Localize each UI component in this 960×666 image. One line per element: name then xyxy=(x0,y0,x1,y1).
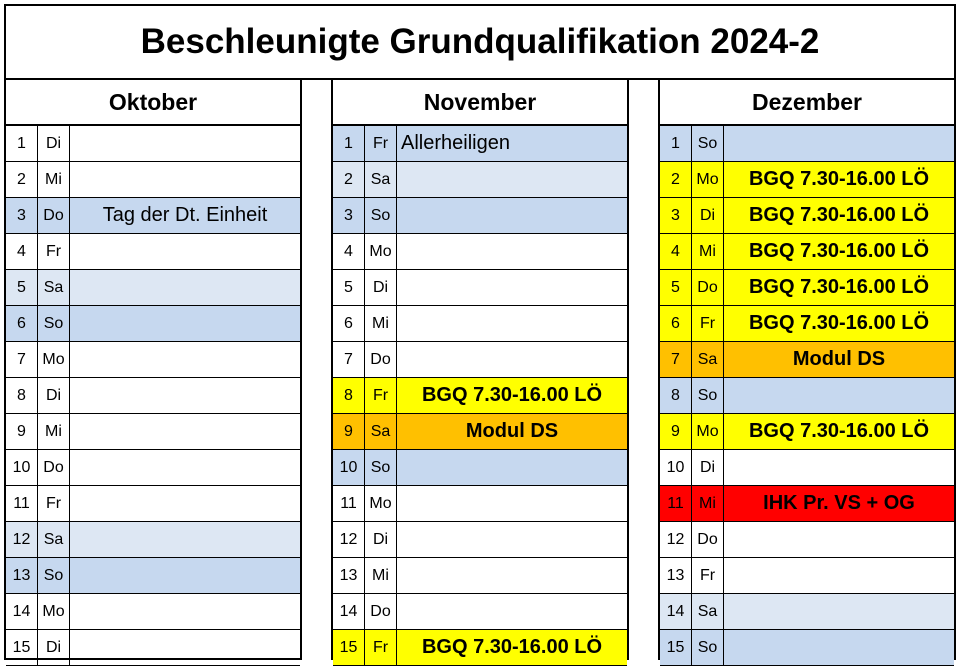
day-number: 5 xyxy=(6,270,38,305)
day-number: 14 xyxy=(660,594,692,629)
day-number: 15 xyxy=(333,630,365,665)
weekday-label: Di xyxy=(365,270,397,305)
event-cell: Tag der Dt. Einheit xyxy=(102,204,268,226)
page-title: Beschleunigte Grundqualifikation 2024-2 xyxy=(140,22,820,61)
weekday-label: Fr xyxy=(365,126,397,161)
calendar-day-row xyxy=(6,162,300,198)
event-cell xyxy=(397,270,627,305)
calendar-day-row xyxy=(333,342,627,378)
day-number: 2 xyxy=(333,162,365,197)
calendar-day-row xyxy=(660,198,954,234)
weekday-label: Mi xyxy=(692,234,724,269)
event-cell xyxy=(397,522,627,557)
day-number: 8 xyxy=(660,378,692,413)
day-number: 4 xyxy=(6,234,38,269)
event-cell xyxy=(724,378,954,413)
day-rows xyxy=(660,126,954,666)
event-cell xyxy=(724,126,954,161)
event-cell xyxy=(724,630,954,665)
event-cell: BGQ 7.30-16.00 LÖ xyxy=(421,636,603,658)
event-cell xyxy=(397,486,627,521)
weekday-label: So xyxy=(692,126,724,161)
day-number: 9 xyxy=(660,414,692,449)
calendar-day-row xyxy=(6,234,300,270)
calendar-day-row xyxy=(6,486,300,522)
event-cell xyxy=(70,378,300,413)
calendar-day-row xyxy=(333,414,627,450)
event-cell xyxy=(724,522,954,557)
day-rows xyxy=(6,126,300,666)
day-number: 5 xyxy=(333,270,365,305)
day-number: 7 xyxy=(333,342,365,377)
event-cell xyxy=(724,450,954,485)
calendar-day-row xyxy=(333,594,627,630)
event-cell xyxy=(70,306,300,341)
event-cell xyxy=(70,414,300,449)
calendar-day-row xyxy=(660,342,954,378)
calendar-day-row xyxy=(6,270,300,306)
event-cell xyxy=(397,234,627,269)
day-number: 6 xyxy=(6,306,38,341)
weekday-label: Fr xyxy=(38,234,70,269)
calendar-day-row xyxy=(333,378,627,414)
weekday-label: Sa xyxy=(38,522,70,557)
weekday-label: Di xyxy=(38,378,70,413)
weekday-label: Mi xyxy=(365,306,397,341)
calendar-day-row xyxy=(6,306,300,342)
day-number: 1 xyxy=(660,126,692,161)
weekday-label: Mo xyxy=(38,342,70,377)
month-header: November xyxy=(333,80,627,126)
event-cell: Modul DS xyxy=(465,420,559,442)
event-cell: BGQ 7.30-16.00 LÖ xyxy=(748,204,930,226)
day-number: 10 xyxy=(333,450,365,485)
day-number: 3 xyxy=(6,198,38,233)
event-cell xyxy=(397,450,627,485)
event-cell xyxy=(70,126,300,161)
weekday-label: Do xyxy=(692,522,724,557)
weekday-label: Di xyxy=(38,126,70,161)
weekday-label: Do xyxy=(692,270,724,305)
day-number: 13 xyxy=(660,558,692,593)
weekday-label: Mi xyxy=(365,558,397,593)
weekday-label: So xyxy=(38,306,70,341)
month-column-dezember xyxy=(658,80,956,660)
weekday-label: Do xyxy=(38,450,70,485)
calendar-day-row xyxy=(6,414,300,450)
day-number: 3 xyxy=(660,198,692,233)
calendar-day-row xyxy=(6,450,300,486)
calendar-day-row xyxy=(333,306,627,342)
weekday-label: Fr xyxy=(692,306,724,341)
weekday-label: Mo xyxy=(365,486,397,521)
calendar-day-row xyxy=(660,486,954,522)
day-number: 11 xyxy=(6,486,38,521)
event-cell xyxy=(70,522,300,557)
calendar-day-row xyxy=(333,270,627,306)
event-cell: BGQ 7.30-16.00 LÖ xyxy=(421,384,603,406)
day-number: 13 xyxy=(6,558,38,593)
month-column-oktober xyxy=(4,80,302,660)
day-number: 1 xyxy=(6,126,38,161)
day-number: 15 xyxy=(660,630,692,665)
weekday-label: Fr xyxy=(365,378,397,413)
event-cell xyxy=(70,630,300,665)
event-cell xyxy=(397,342,627,377)
event-cell xyxy=(724,558,954,593)
calendar-day-row xyxy=(660,630,954,666)
calendar-day-row xyxy=(6,594,300,630)
weekday-label: Do xyxy=(365,594,397,629)
calendar-day-row xyxy=(660,126,954,162)
calendar-day-row xyxy=(333,522,627,558)
day-number: 1 xyxy=(333,126,365,161)
day-number: 14 xyxy=(333,594,365,629)
day-number: 11 xyxy=(660,486,692,521)
calendar-day-row xyxy=(660,522,954,558)
calendar-title-box xyxy=(4,4,956,80)
weekday-label: Mi xyxy=(38,162,70,197)
event-cell xyxy=(70,486,300,521)
weekday-label: Sa xyxy=(365,414,397,449)
weekday-label: So xyxy=(692,630,724,665)
event-cell xyxy=(70,450,300,485)
month-header: Oktober xyxy=(6,80,300,126)
day-number: 9 xyxy=(333,414,365,449)
calendar-day-row xyxy=(660,558,954,594)
day-number: 12 xyxy=(6,522,38,557)
calendar-day-row xyxy=(6,558,300,594)
event-cell xyxy=(397,198,627,233)
calendar-day-row xyxy=(333,126,627,162)
event-cell xyxy=(70,270,300,305)
calendar-day-row xyxy=(6,198,300,234)
weekday-label: Sa xyxy=(38,270,70,305)
weekday-label: So xyxy=(365,450,397,485)
event-cell xyxy=(724,594,954,629)
weekday-label: Do xyxy=(365,342,397,377)
event-cell xyxy=(397,306,627,341)
calendar-day-row xyxy=(660,270,954,306)
day-number: 10 xyxy=(660,450,692,485)
calendar-day-row xyxy=(333,198,627,234)
event-cell: BGQ 7.30-16.00 LÖ xyxy=(748,276,930,298)
weekday-label: Di xyxy=(38,630,70,665)
calendar-day-row xyxy=(660,378,954,414)
month-header: Dezember xyxy=(660,80,954,126)
weekday-label: Mi xyxy=(38,414,70,449)
calendar-day-row xyxy=(333,162,627,198)
day-number: 7 xyxy=(6,342,38,377)
event-cell: Allerheiligen xyxy=(401,132,510,154)
calendar-day-row xyxy=(333,234,627,270)
event-cell: BGQ 7.30-16.00 LÖ xyxy=(748,312,930,334)
calendar-day-row xyxy=(6,342,300,378)
weekday-label: Sa xyxy=(365,162,397,197)
day-number: 2 xyxy=(6,162,38,197)
calendar-day-row xyxy=(660,450,954,486)
calendar-day-row xyxy=(660,594,954,630)
day-number: 12 xyxy=(660,522,692,557)
weekday-label: Di xyxy=(692,450,724,485)
weekday-label: Mo xyxy=(692,162,724,197)
weekday-label: Mi xyxy=(692,486,724,521)
day-rows xyxy=(333,126,627,666)
weekday-label: Mo xyxy=(692,414,724,449)
day-number: 15 xyxy=(6,630,38,665)
day-number: 9 xyxy=(6,414,38,449)
event-cell xyxy=(70,594,300,629)
day-number: 8 xyxy=(6,378,38,413)
calendar-day-row xyxy=(6,630,300,666)
weekday-label: Fr xyxy=(38,486,70,521)
event-cell: Modul DS xyxy=(792,348,886,370)
weekday-label: So xyxy=(38,558,70,593)
weekday-label: Mo xyxy=(365,234,397,269)
event-cell xyxy=(397,594,627,629)
event-cell xyxy=(70,162,300,197)
weekday-label: So xyxy=(365,198,397,233)
day-number: 13 xyxy=(333,558,365,593)
calendar-day-row xyxy=(6,126,300,162)
calendar-day-row xyxy=(6,522,300,558)
day-number: 7 xyxy=(660,342,692,377)
weekday-label: Di xyxy=(692,198,724,233)
calendar-day-row xyxy=(660,306,954,342)
weekday-label: Fr xyxy=(692,558,724,593)
event-cell: BGQ 7.30-16.00 LÖ xyxy=(748,240,930,262)
event-cell xyxy=(397,162,627,197)
day-number: 4 xyxy=(333,234,365,269)
day-number: 6 xyxy=(333,306,365,341)
day-number: 10 xyxy=(6,450,38,485)
day-number: 3 xyxy=(333,198,365,233)
weekday-label: Sa xyxy=(692,342,724,377)
calendar-day-row xyxy=(333,450,627,486)
calendar-day-row xyxy=(660,162,954,198)
weekday-label: Fr xyxy=(365,630,397,665)
day-number: 8 xyxy=(333,378,365,413)
day-number: 14 xyxy=(6,594,38,629)
calendar-day-row xyxy=(333,558,627,594)
weekday-label: Sa xyxy=(692,594,724,629)
day-number: 2 xyxy=(660,162,692,197)
day-number: 6 xyxy=(660,306,692,341)
event-cell: BGQ 7.30-16.00 LÖ xyxy=(748,420,930,442)
calendar-day-row xyxy=(660,414,954,450)
event-cell xyxy=(70,558,300,593)
calendar-day-row xyxy=(6,378,300,414)
weekday-label: Do xyxy=(38,198,70,233)
day-number: 12 xyxy=(333,522,365,557)
weekday-label: Di xyxy=(365,522,397,557)
event-cell xyxy=(70,342,300,377)
event-cell xyxy=(397,558,627,593)
event-cell: IHK Pr. VS + OG xyxy=(763,492,915,514)
event-cell xyxy=(70,234,300,269)
calendar-day-row xyxy=(333,630,627,666)
day-number: 11 xyxy=(333,486,365,521)
event-cell: BGQ 7.30-16.00 LÖ xyxy=(748,168,930,190)
weekday-label: So xyxy=(692,378,724,413)
day-number: 5 xyxy=(660,270,692,305)
calendar-day-row xyxy=(333,486,627,522)
month-column-november xyxy=(331,80,629,660)
calendar-day-row xyxy=(660,234,954,270)
weekday-label: Mo xyxy=(38,594,70,629)
day-number: 4 xyxy=(660,234,692,269)
